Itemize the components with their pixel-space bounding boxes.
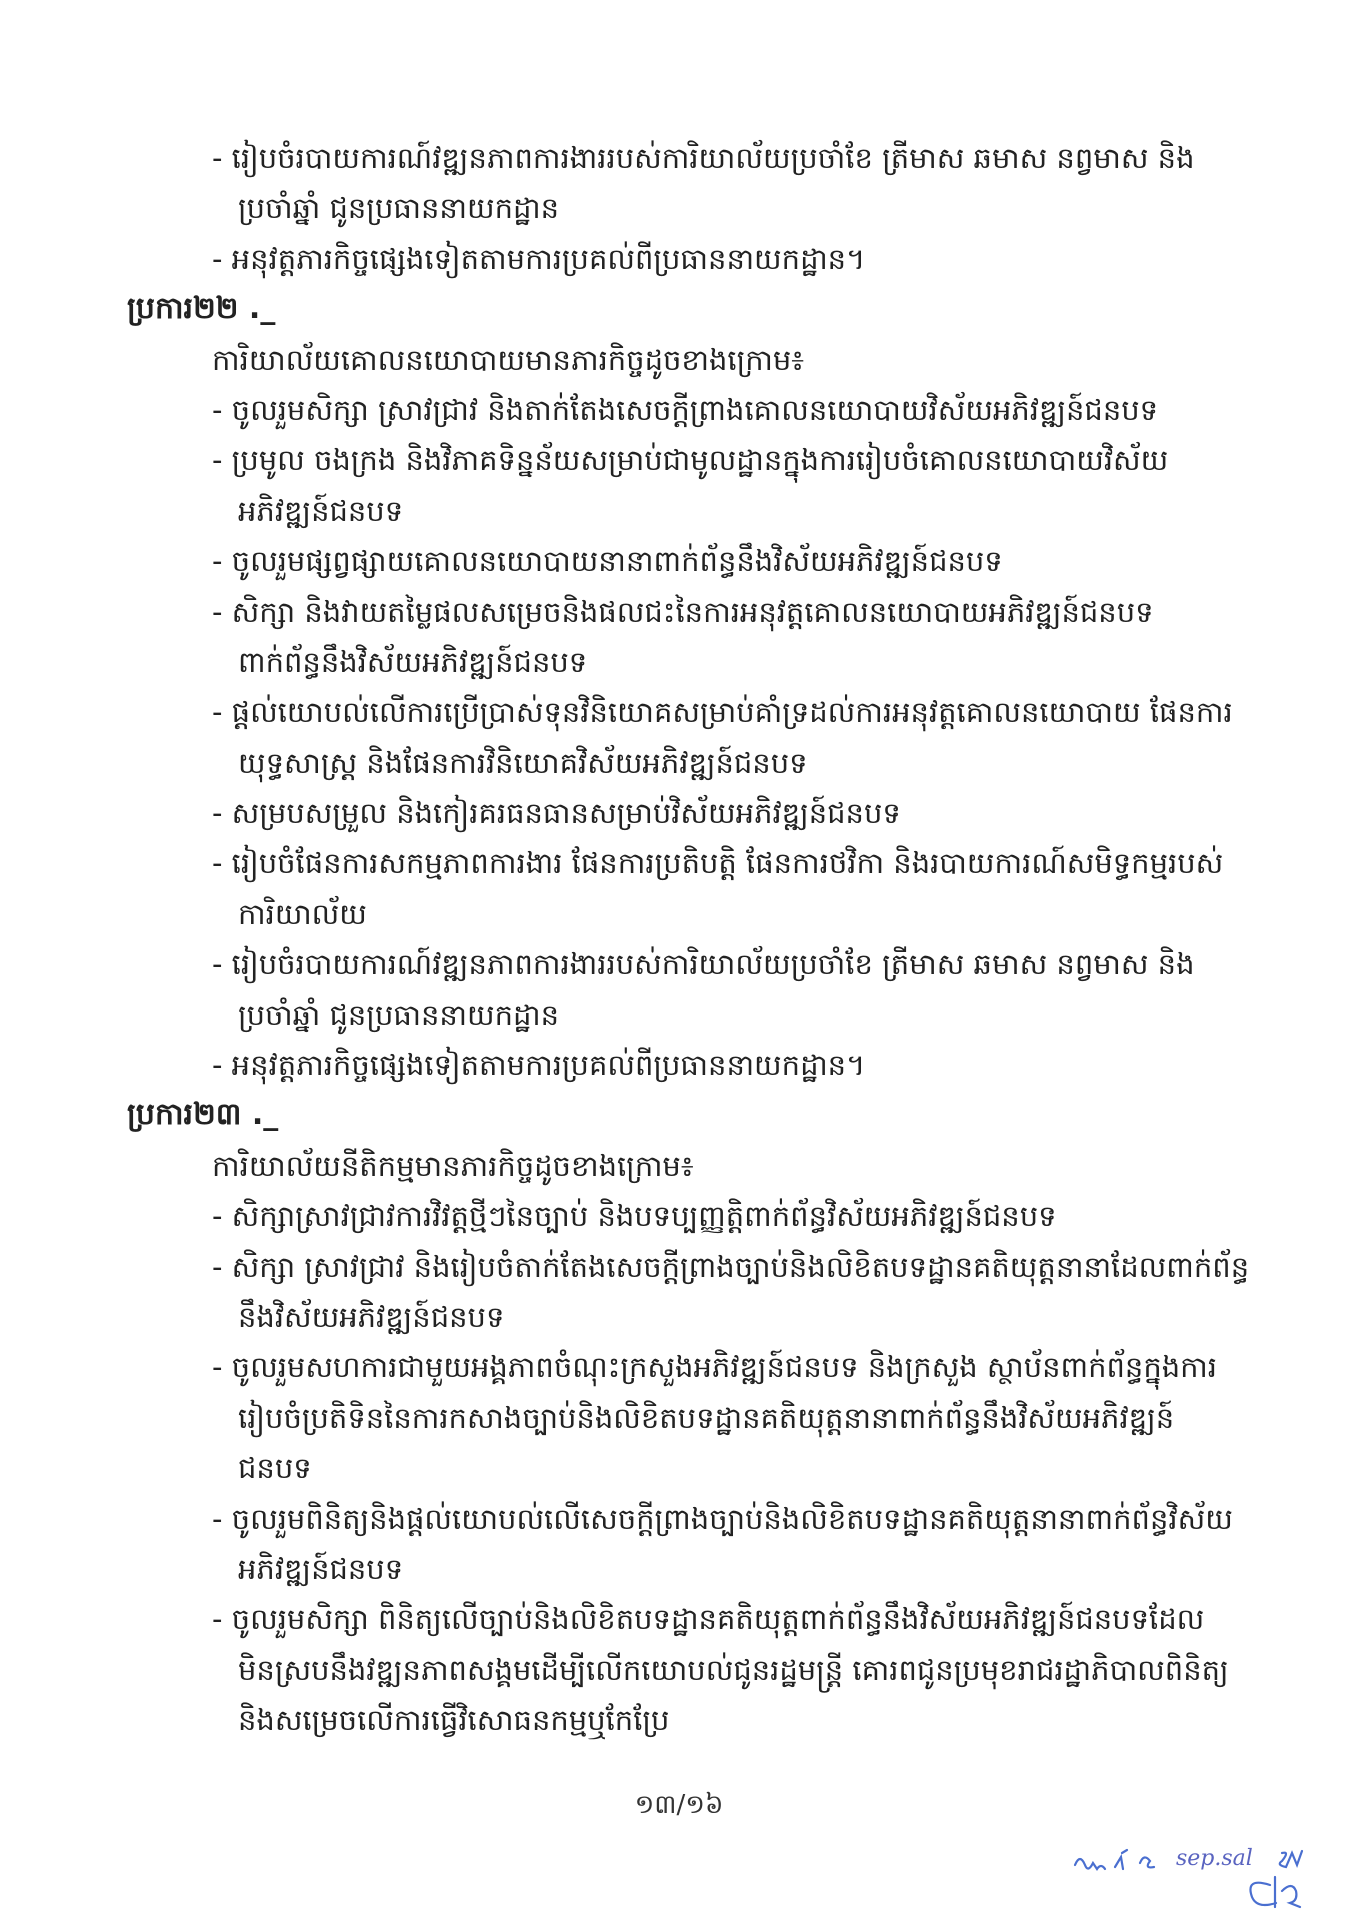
list-item: - អនុវត្តភារកិច្ចផ្សេងទៀតតាមការប្រគល់ពីប្រធាននាយកដ្ឋាន។ [212,1048,866,1083]
list-item: - រៀបចំផែនការសកម្មភាពការងារ ផែនការប្រតិបត្តិ ផែនការថវិកា និងរបាយការណ៍សមិទ្ធកម្មរបស់ [212,846,1224,881]
list-item: - រៀបចំរបាយការណ៍វឌ្ឍនភាពការងាររបស់ការិយាល័យប្រចាំខែ ត្រីមាស ឆមាស នព្វមាស និង [212,141,1195,175]
list-item: - សិក្សា ស្រាវជ្រាវ និងរៀបចំតាក់តែងសេចក្ដីព្រាងច្បាប់និងលិខិតបទដ្ឋានគតិយុត្តនានាដែលពាក់ព័ន្ធ [212,1249,1250,1284]
list-item-continuation: រៀបចំប្រតិទិននៃការកសាងច្បាប់និងលិខិតបទដ្ឋានគតិយុត្តនានាពាក់ព័ន្ធនឹងវិស័យអភិវឌ្ឍន៍ [238,1400,1175,1435]
list-item: - សិក្សា និងវាយតម្លៃផលសម្រេចនិងផលជះនៃការអនុវត្តគោលនយោបាយអភិវឌ្ឍន៍ជនបទ [212,594,1154,629]
document-body [0,133,1358,1746]
list-item-continuation: មិនស្របនឹងវឌ្ឍនភាពសង្គមដើម្បីលើកយោបល់ជូនរដ្ឋមន្ត្រី គោរពជូនប្រមុខរាជរដ្ឋាភិបាលពិនិត្យ [238,1652,1229,1687]
list-item: - ចូលរួមពិនិត្យនិងផ្ដល់យោបល់លើសេចក្ដីព្រាងច្បាប់និងលិខិតបទដ្ឋានគតិយុត្តនានាពាក់ព័ន្ធវិស័យ [212,1501,1233,1536]
list-item: - ប្រមូល ចងក្រង និងវិភាគទិន្នន័យសម្រាប់ជាមូលដ្ឋានក្នុងការរៀបចំគោលនយោបាយវិស័យ [212,443,1169,478]
list-item: - ចូលរួមផ្សព្វផ្សាយគោលនយោបាយនានាពាក់ព័ន្ធនឹងវិស័យអភិវឌ្ឍន៍ជនបទ [212,544,1003,579]
list-item: - សិក្សាស្រាវជ្រាវការវិវត្តថ្មីៗនៃច្បាប់ និងបទប្បញ្ញត្តិពាក់ព័ន្ធវិស័យអភិវឌ្ឍន៍ជនបទ [212,1199,1057,1234]
list-item: - ផ្ដល់យោបល់លើការប្រើប្រាស់ទុនវិនិយោគសម្រាប់គាំទ្រដល់ការអនុវត្តគោលនយោបាយ ផែនការ [212,695,1233,730]
list-item: - អនុវត្តភារកិច្ចផ្សេងទៀតតាមការប្រគល់ពីប្រធាននាយកដ្ឋាន។ [212,241,866,276]
article-intro: ការិយាល័យគោលនយោបាយមានភារកិច្ចដូចខាងក្រោម៖ [212,342,805,377]
article-heading: ប្រការ២២ ._ [127,291,276,327]
list-item: - រៀបចំរបាយការណ៍វឌ្ឍនភាពការងាររបស់ការិយាល័យប្រចាំខែ ត្រីមាស ឆមាស នព្វមាស និង [212,947,1195,982]
list-item-continuation: យុទ្ធសាស្ត្រ និងផែនការវិនិយោគវិស័យអភិវឌ្ឍន៍ជនបទ [238,745,808,780]
list-item-continuation: ប្រចាំឆ្នាំ ជូនប្រធាននាយកដ្ឋាន [238,997,560,1032]
list-item-continuation: និងសម្រេចលើការធ្វើវិសោធនកម្មឬកែប្រែ [238,1703,670,1738]
list-item-continuation: អភិវឌ្ឍន៍ជនបទ [238,1551,404,1586]
list-item-continuation: ប្រចាំឆ្នាំ ជូនប្រធាននាយកដ្ឋាន [238,191,560,226]
list-item: - ចូលរួមសហការជាមួយអង្គភាពចំណុះក្រសួងអភិវឌ្ឍន៍ជនបទ និងក្រសួង ស្ថាប័នពាក់ព័ន្ធក្នុងការ [212,1350,1217,1385]
list-item-continuation: នឹងវិស័យអភិវឌ្ឍន៍ជនបទ [238,1299,505,1334]
list-item: - ចូលរួមសិក្សា ពិនិត្យលើច្បាប់និងលិខិតបទដ្ឋានគតិយុត្តពាក់ព័ន្ធនឹងវិស័យអភិវឌ្ឍន៍ជនបទដែល [212,1602,1205,1637]
list-item-continuation: អភិវឌ្ឍន៍ជនបទ [238,493,404,528]
list-item: - ចូលរួមសិក្សា ស្រាវជ្រាវ និងតាក់តែងសេចក្ដីព្រាងគោលនយោបាយវិស័យអភិវឌ្ឍន៍ជនបទ [212,392,1159,427]
list-item-continuation: ការិយាល័យ [238,896,367,931]
list-item: - សម្របសម្រួល និងកៀរគរធនធានសម្រាប់វិស័យអភិវឌ្ឍន៍ជនបទ [212,796,901,831]
article-heading: ប្រការ២៣ ._ [127,1097,279,1133]
signature-text: sep.sal [1176,1846,1253,1871]
article-intro: ការិយាល័យនីតិកម្មមានភារកិច្ចដូចខាងក្រោម៖ [212,1148,694,1183]
list-item-continuation: ជនបទ [238,1451,312,1486]
list-item-continuation: ពាក់ព័ន្ធនឹងវិស័យអភិវឌ្ឍន៍ជនបទ [238,644,588,679]
page-number: ១៣/១៦ [634,1790,724,1820]
